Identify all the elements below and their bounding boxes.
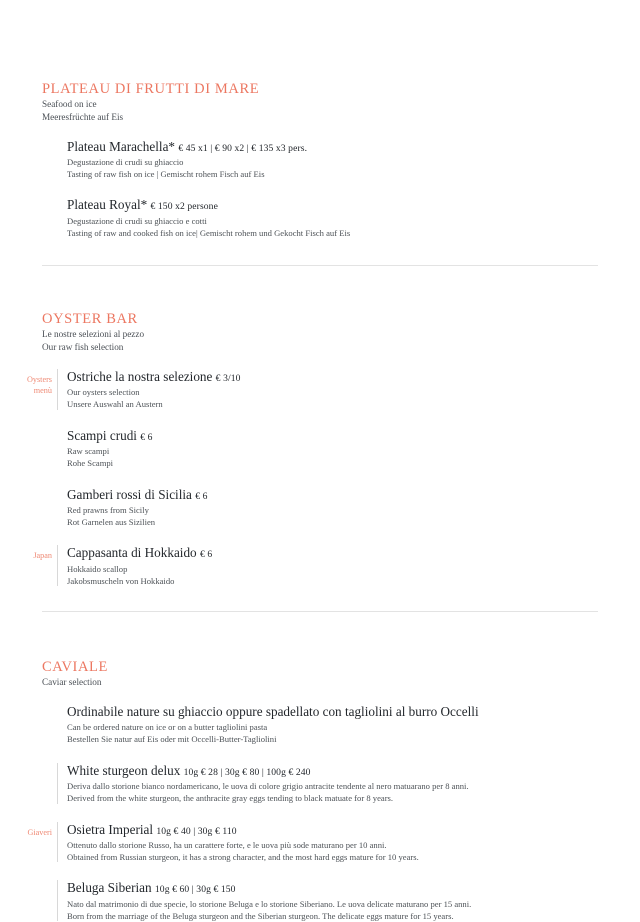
menu-item-price: € 6	[199, 549, 213, 561]
menu-item-tag-line1: Giaveri	[27, 827, 52, 837]
menu-item-desc-it: Red prawns from Sicily	[67, 504, 149, 515]
section-subtitle-de: Our raw fish selection	[42, 342, 124, 353]
menu-item	[42, 879, 598, 922]
section-subtitle-en: Seafood on ice	[42, 99, 97, 110]
menu-item	[33, 544, 598, 587]
menu-item-desc-it: Raw scampi	[67, 446, 110, 457]
menu-item-price: € 45 x1 | € 90 x2 | € 135 x3 pers.	[178, 142, 308, 154]
menu-item-list	[27, 703, 598, 922]
menu-item-desc-it: Can be ordered nature on ice or on a butter tagliolini pasta	[67, 722, 268, 733]
section-subtitle-en: Le nostre selezioni al pezzo	[42, 329, 145, 340]
menu-item-desc-it: Degustazione di crudi su ghiaccio e cotti	[67, 215, 207, 226]
menu-item-desc-en: Tasting of raw and cooked fish on ice| Gemischt rohem und Gekocht Fisch auf Eis	[67, 228, 351, 239]
menu-item-title	[67, 138, 598, 155]
menu-item-desc-en: Rohe Scampi	[67, 458, 114, 469]
menu-item-desc-en: Derived from the white sturgeon, the anthracite gray eggs tending to black matuate for 8 years.	[67, 793, 394, 804]
section-subtitle-de: Meeresfrüchte auf Eis	[42, 111, 124, 122]
section-title: OYSTER BAR	[42, 311, 138, 328]
menu-item-desc-en: Rot Garnelen aus Sizilien	[67, 517, 156, 528]
section-header	[42, 658, 598, 689]
menu-item-name: Gamberi rossi di Sicilia	[67, 486, 192, 502]
menu-item-name: Plateau Marachella*	[67, 138, 176, 154]
menu-item-desc-en: Obtained from Russian sturgeon, it has a strong character, and the most hard eggs mature for 10 years.	[67, 852, 419, 863]
menu-item-title	[67, 544, 598, 561]
section-title: PLATEAU DI FRUTTI DI MARE	[42, 81, 260, 97]
menu-item	[42, 427, 598, 470]
section-header	[42, 80, 598, 124]
section-subtitle-en: Caviar selection	[42, 677, 102, 688]
menu-item-price: 10g € 28 | 30g € 80 | 100g € 240	[183, 766, 311, 778]
menu-item-desc-it: Hokkaido scallop	[67, 563, 128, 574]
menu-item-title	[67, 821, 598, 838]
menu-item-price: € 150 x2 persone	[150, 201, 218, 213]
menu-item-list	[26, 368, 598, 588]
menu-item	[42, 703, 598, 746]
menu-item-name: Cappasanta di Hokkaido	[67, 545, 197, 561]
menu-item-desc-en: Born from the marriage of the Beluga sturgeon and the Siberian sturgeon. The delicate eggs mature for 15 years.	[67, 911, 454, 922]
menu-item-tag	[0, 550, 52, 561]
menu-item	[26, 368, 598, 411]
spacer	[0, 587, 640, 611]
menu-item-title	[67, 486, 598, 503]
menu-item-name: Beluga Siberian	[67, 880, 152, 896]
menu-item-price: € 3/10	[215, 372, 241, 384]
menu-item-name: Scampi crudi	[67, 427, 137, 443]
menu-item-name: White sturgeon delux	[67, 762, 181, 778]
section-header	[42, 310, 598, 354]
menu-item-desc-it: Deriva dallo storione bianco nordamericano, le uova di colore grigio antracite tendente al nero matuarano per 8 anni.	[67, 781, 469, 792]
menu-item-desc-it: Degustazione di crudi su ghiaccio	[67, 156, 184, 167]
menu-item-title	[67, 879, 598, 896]
menu-item-desc-it: Ottenuto dallo storione Russo, ha un carattere forte, e le uova più sode maturano per 10 anni.	[67, 839, 387, 850]
menu-item-desc-en: Jakobsmuscheln von Hokkaido	[67, 576, 175, 587]
menu-item-title	[67, 703, 598, 720]
spacer	[0, 239, 640, 265]
menu-item-tag-line2: menù	[33, 385, 52, 395]
menu-item-price: € 6	[195, 490, 208, 502]
menu-item-list	[42, 138, 598, 240]
section-caviale	[0, 612, 640, 922]
menu-item-desc-en: Unsere Auswahl an Austern	[67, 399, 163, 410]
section-title: CAVIALE	[42, 659, 108, 676]
menu-item-desc-en: Tasting of raw fish on ice | Gemischt rohem Fisch auf Eis	[67, 169, 265, 180]
menu-item-name: Ostriche la nostra selezione	[67, 368, 213, 384]
menu-item-name: Ordinabile nature su ghiaccio oppure spadellato con tagliolini al burro Occelli	[67, 704, 479, 720]
menu-item-title	[67, 368, 598, 385]
menu-item-price: 10g € 60 | 30g € 150	[154, 884, 236, 896]
menu-item-price: 10g € 40 | 30g € 110	[156, 825, 237, 837]
menu-item	[42, 486, 598, 529]
menu-item	[42, 196, 598, 239]
menu-item	[42, 138, 598, 181]
menu-item-desc-it: Our oysters selection	[67, 387, 140, 398]
section-oyster-bar	[0, 266, 640, 587]
menu-item-tag	[0, 374, 52, 396]
menu-item-title	[67, 196, 598, 213]
menu-item-desc-en: Bestellen Sie natur auf Eis oder mit Occelli-Butter-Tagliolini	[67, 734, 277, 745]
menu-item-price: € 6	[140, 431, 153, 443]
menu-item	[27, 821, 598, 864]
menu-item-tag	[0, 827, 52, 838]
menu-item-name: Plateau Royal*	[67, 197, 148, 213]
menu-item-title	[67, 427, 598, 444]
menu-item-tag-line1: Japan	[33, 551, 52, 561]
menu-item-desc-it: Nato dal matrimonio di due specie, lo storione Beluga e lo storione Siberiano. Le uova delicate maturano per 15 anni.	[67, 898, 472, 909]
menu-item-title	[67, 762, 598, 779]
menu-item	[42, 762, 598, 805]
menu-item-tag-line1: Oysters	[26, 374, 52, 384]
section-plateau	[0, 0, 640, 239]
menu-item-name: Osietra Imperial	[67, 821, 154, 837]
